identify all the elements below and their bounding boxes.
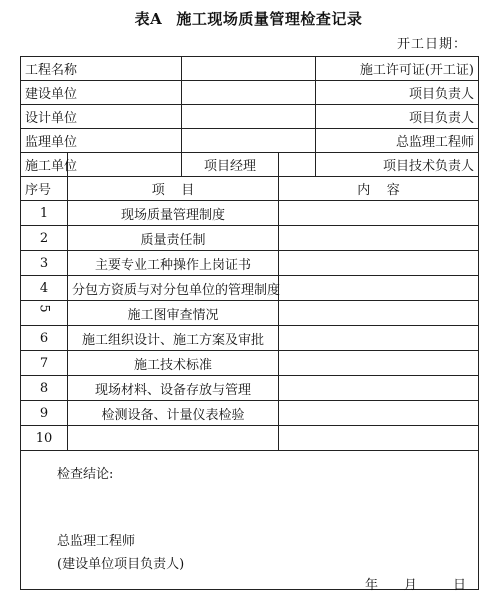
technical-leader-label: 项目技术负责人 [316,153,479,177]
project-manager-value[interactable] [279,153,316,177]
item-number: 7 [21,351,68,376]
item-content[interactable] [279,426,479,451]
item-name: 施工图审查情况 [68,301,279,326]
table-row [21,201,479,226]
signer-title: 总监理工程师 [57,534,136,549]
table-row [21,376,479,401]
item-name: 分包方资质与对分包单位的管理制度 [68,276,279,301]
construction-unit-label: 建设单位 [21,81,182,105]
item-number: 2 [21,226,68,251]
item-name: 检测设备、计量仪表检验 [68,401,279,426]
item-number: 8 [21,376,68,401]
document-title [0,8,497,29]
conclusion-cell[interactable] [21,451,479,593]
construction-unit-value[interactable] [182,81,316,105]
item-number: 3 [21,251,68,276]
supervision-unit-value[interactable] [182,129,316,153]
title-text: 施工现场质量管理检查记录 [176,10,363,28]
permit-label: 施工许可证(开工证) [316,57,479,81]
table-row [21,251,479,276]
design-unit-label: 设计单位 [21,105,182,129]
supervision-unit-label: 监理单位 [21,129,182,153]
table-row [21,326,479,351]
item-content[interactable] [279,326,479,351]
item-number: 10 [21,426,68,451]
item-content[interactable] [279,401,479,426]
table-row [21,226,479,251]
project-manager-label: 项目经理 [182,153,279,177]
item-content[interactable] [279,301,479,326]
quality-inspection-table [20,56,479,593]
table-row [21,401,479,426]
item-name: 质量责任制 [68,226,279,251]
row-conclusion [21,451,479,590]
design-unit-value[interactable] [182,105,316,129]
design-leader-label: 项目负责人 [316,105,479,129]
table-row [21,276,479,301]
item-number: 5 [36,304,52,313]
item-name: 施工组织设计、施工方案及审批 [68,326,279,351]
item-content[interactable] [279,251,479,276]
item-content[interactable] [279,351,479,376]
item-number: 1 [21,201,68,226]
column-header-item: 项 目 [68,177,279,201]
item-content[interactable] [279,226,479,251]
item-name [68,426,279,451]
item-content[interactable] [279,276,479,301]
start-date-label: 开工日期： [396,37,467,52]
row-design-unit [21,105,479,129]
day-label: 日 [453,578,467,593]
item-number: 4 [21,276,68,301]
row-project-name [21,57,479,81]
column-header-no: 序号 [21,177,68,201]
row-contractor [21,153,479,177]
year-label: 年 [364,578,378,593]
sign-date [365,574,466,593]
project-name-value[interactable] [182,57,316,81]
item-number-cell [21,301,68,326]
item-name: 施工技术标准 [68,351,279,376]
table-label: 表A [134,10,163,28]
column-header-content: 内 容 [279,177,479,201]
chief-supervisor-label: 总监理工程师 [316,129,479,153]
item-number: 9 [21,401,68,426]
contractor-label: 施工单位 [21,153,68,177]
row-construction-unit [21,81,479,105]
month-label: 月 [403,578,417,593]
table-row [21,301,479,326]
signer-subtitle: (建设单位项目负责人) [57,557,185,572]
item-name: 主要专业工种操作上岗证书 [68,251,279,276]
row-supervision-unit [21,129,479,153]
project-name-label: 工程名称 [21,57,182,81]
item-name: 现场材料、设备存放与管理 [68,376,279,401]
table-row [21,426,479,451]
project-leader-label: 项目负责人 [316,81,479,105]
row-column-headers [21,177,479,201]
conclusion-label: 检查结论: [57,467,114,482]
contractor-value[interactable] [68,153,182,177]
item-name: 现场质量管理制度 [68,201,279,226]
item-number: 6 [21,326,68,351]
item-content[interactable] [279,201,479,226]
item-content[interactable] [279,376,479,401]
table-row [21,351,479,376]
